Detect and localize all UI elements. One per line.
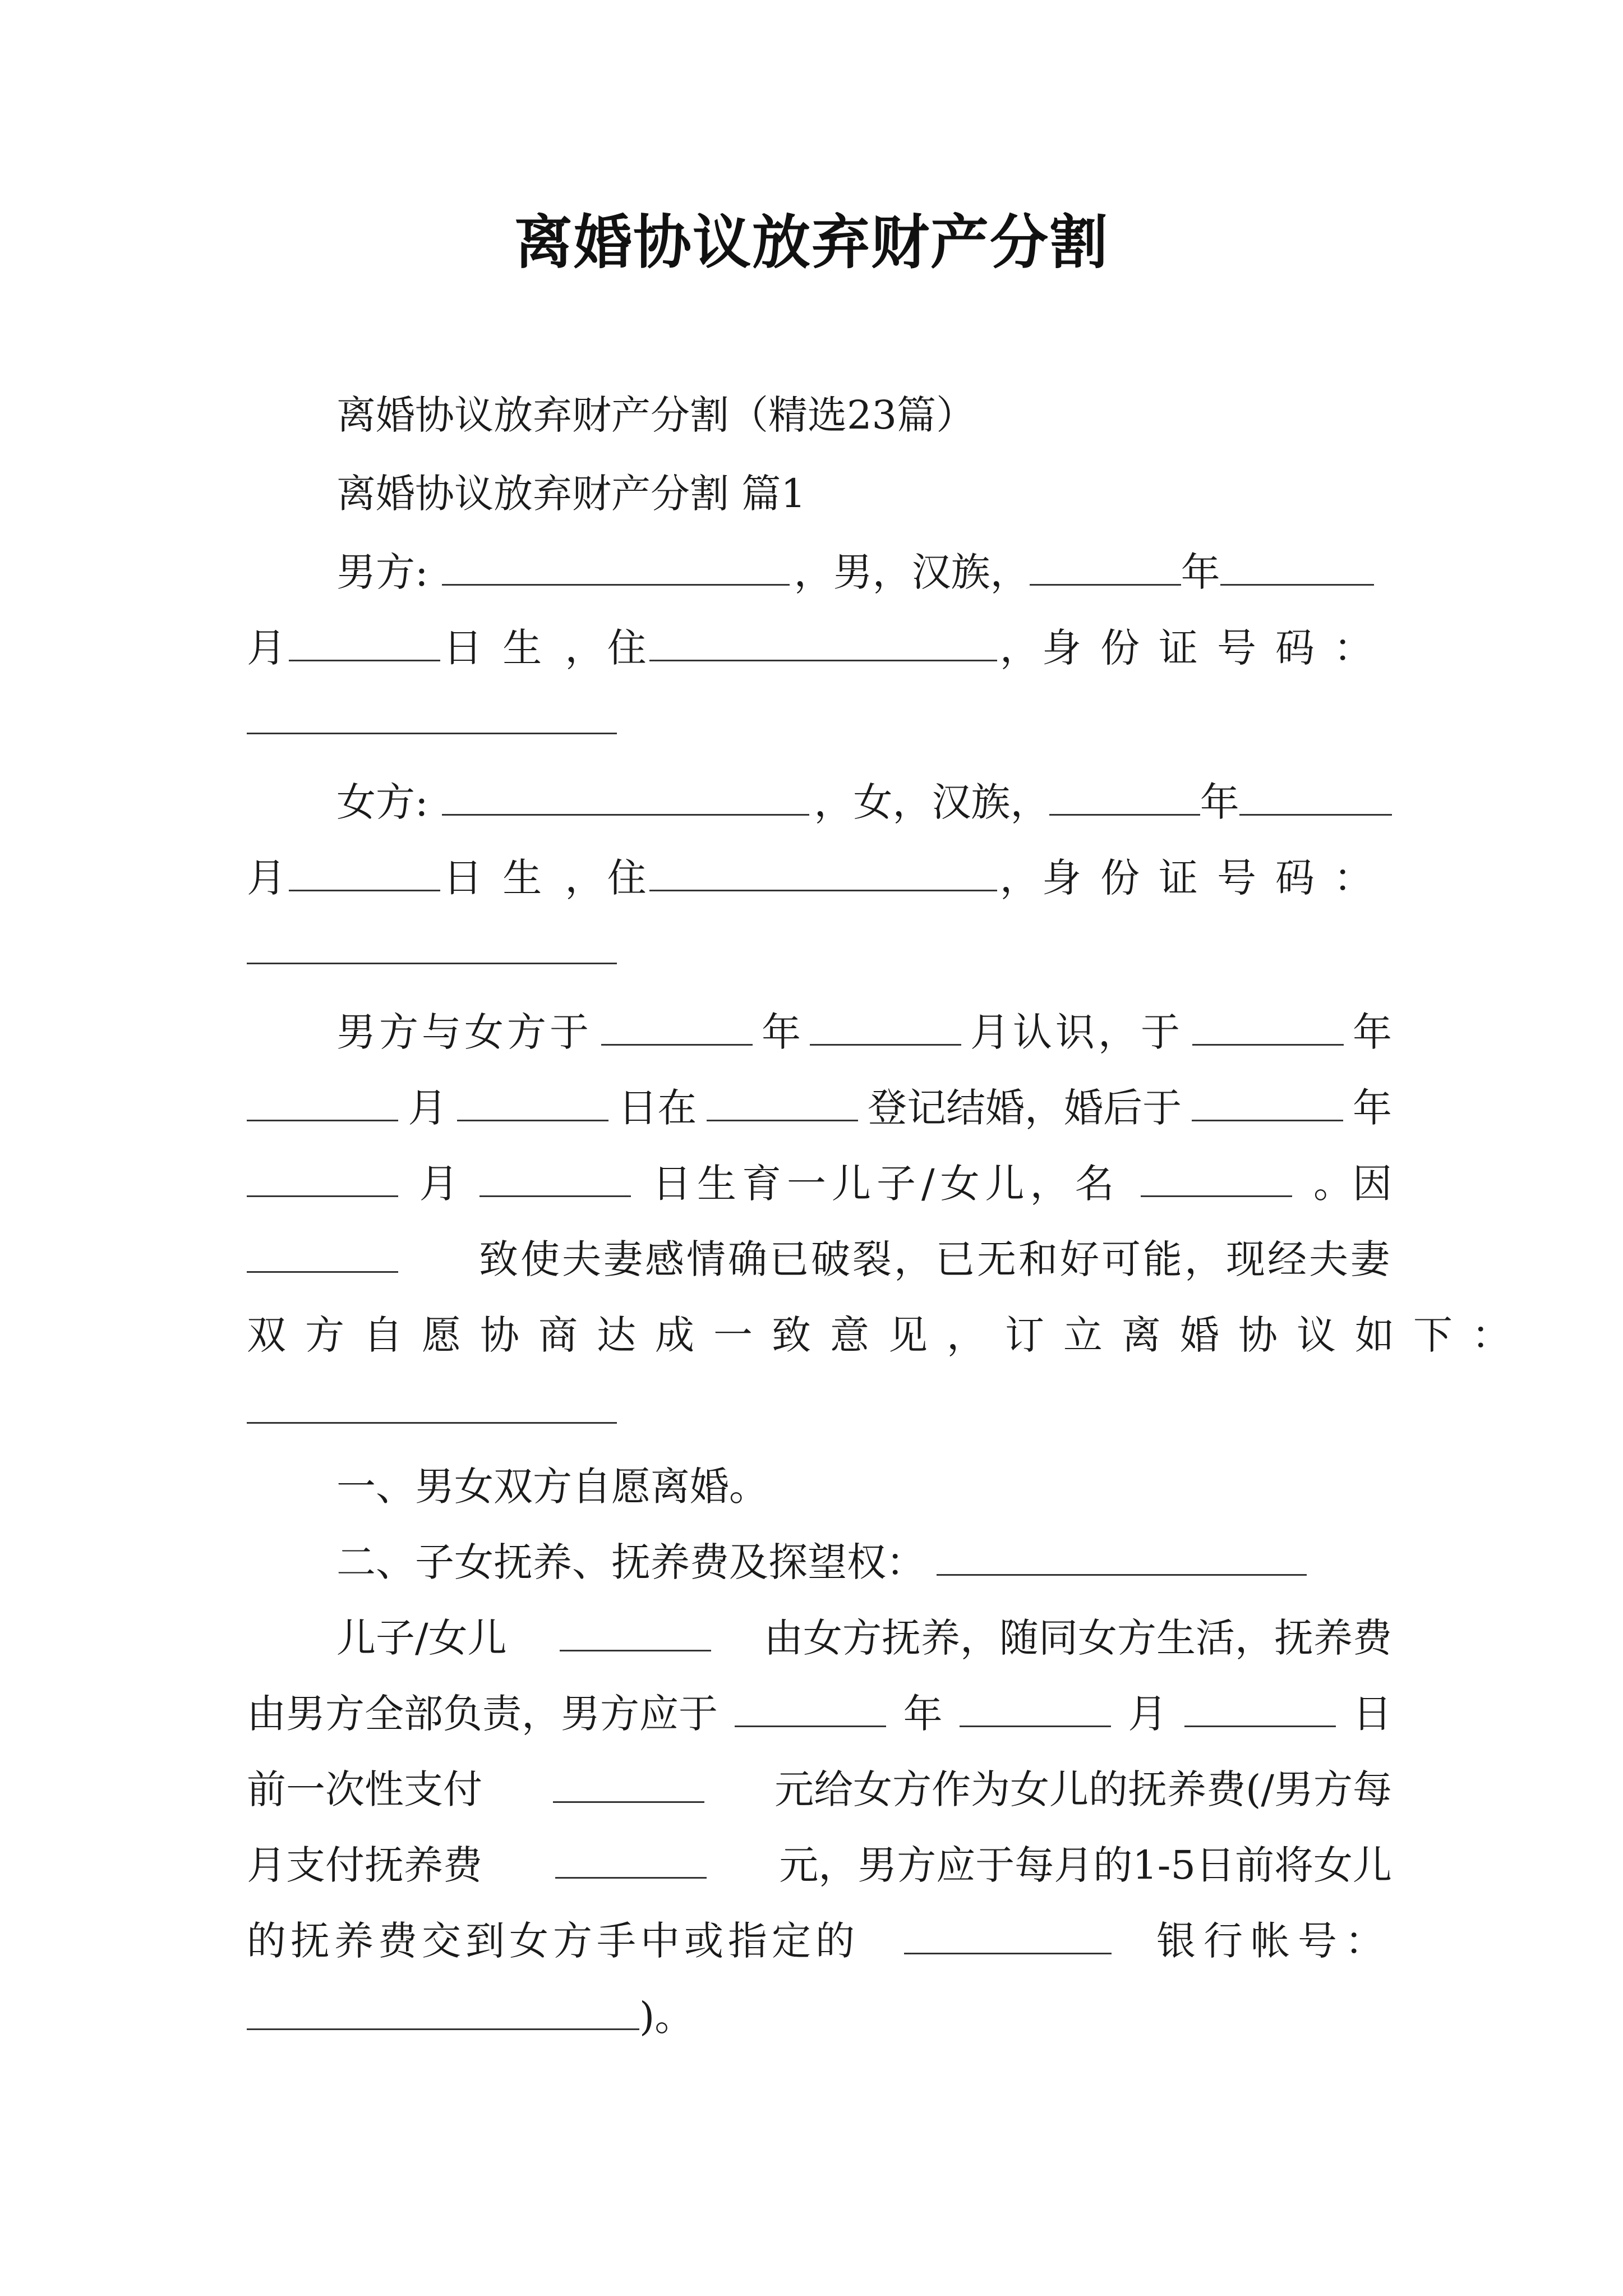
- male-birth-year-blank: [1030, 547, 1181, 586]
- reg-year-blank: [1192, 1007, 1344, 1046]
- birth-month-label: 月: [419, 1161, 459, 1207]
- female-name-blank: [442, 777, 810, 816]
- reg-year-label: 年: [1353, 1009, 1392, 1055]
- intro-line-5: [247, 1307, 1530, 1363]
- birth-day-blank: [479, 1158, 631, 1197]
- bank-account-blank: [247, 1991, 639, 2030]
- female-birth-year-blank: [1049, 777, 1200, 816]
- female-live-label: 住: [607, 855, 647, 901]
- female-id-blank: [247, 963, 617, 964]
- pay-month-label: 月: [1128, 1691, 1168, 1737]
- male-id-blank: [247, 733, 617, 734]
- custody-child: 儿子/女儿: [336, 1615, 507, 1661]
- lump-sum-blank: [553, 1764, 704, 1803]
- reg-marriage-label: 登记结婚，婚后于: [868, 1085, 1182, 1131]
- custody-deliver: 的抚养费交到女方手中或指定的: [247, 1918, 859, 1964]
- agree-text: 双方自愿协商达成一致意见，订立离婚协议如下：: [247, 1312, 1530, 1358]
- birth-year-label: 年: [1352, 1085, 1392, 1131]
- reg-month-blank: [247, 1083, 398, 1121]
- monthly-sum-blank: [555, 1840, 707, 1879]
- male-birth-day-blank: [289, 623, 440, 661]
- custody-monthly: 月支付抚养费: [247, 1842, 482, 1888]
- male-id-label: 身份证号码：: [1041, 625, 1392, 671]
- pay-year-blank: [735, 1688, 886, 1727]
- clause-2-line: [336, 1534, 1307, 1590]
- clause-1: 一、男女双方自愿离婚。: [336, 1464, 768, 1510]
- female-born-label: 日生: [443, 855, 562, 901]
- section-heading: 离婚协议放弃财产分割 篇1: [336, 471, 806, 517]
- intro-line-3: [247, 1156, 1392, 1212]
- custody-line-6: [247, 1989, 694, 2045]
- custody-line-2: [247, 1686, 1392, 1742]
- male-sex: 男: [833, 549, 873, 595]
- male-born-label: 日生: [443, 625, 562, 671]
- custody-raised-by: 由女方抚养，随同女方生活，抚养费: [764, 1615, 1392, 1661]
- birth-day-label: 日生育一儿子/女儿，名: [652, 1161, 1120, 1207]
- custody-bank-account: 银行帐号：: [1156, 1918, 1392, 1964]
- male-address-blank: [649, 623, 997, 661]
- male-line-2: 月 日生 ， 住 ， 身份证号码：: [247, 620, 1392, 676]
- male-month-label: 月: [247, 625, 286, 671]
- meet-month-label: 月认识，于: [970, 1009, 1183, 1055]
- pay-day-label: 日: [1352, 1691, 1392, 1737]
- clause-2-blank: [937, 1537, 1307, 1576]
- custody-close: )。: [639, 1994, 694, 2040]
- custody-child-name-blank: [560, 1613, 711, 1651]
- subtitle: 离婚协议放弃财产分割（精选23篇）: [336, 392, 976, 438]
- cause-blank: [247, 1234, 398, 1273]
- intro-line-1: [336, 1004, 1392, 1060]
- male-label: 男方:: [336, 549, 428, 595]
- male-ethnicity: 汉族: [911, 549, 990, 595]
- birth-month-blank: [247, 1158, 398, 1197]
- pay-month-blank: [960, 1688, 1111, 1727]
- female-line-2: 月 日生 ， 住 ， 身份证号码：: [247, 850, 1392, 906]
- pay-year-label: 年: [903, 1691, 943, 1737]
- female-birth-month-blank: [1239, 777, 1392, 816]
- bank-name-blank: [904, 1916, 1112, 1954]
- meet-year-blank: [601, 1007, 753, 1046]
- male-line-1: 男方: ， 男 ， 汉族 ， 年: [336, 544, 1392, 600]
- reg-month-label: 月: [408, 1085, 448, 1131]
- cause-label: 。因: [1313, 1161, 1392, 1207]
- female-month-label: 月: [247, 855, 286, 901]
- female-ethnicity: 汉族: [932, 779, 1011, 825]
- male-live-label: 住: [607, 625, 647, 671]
- agree-blank: [247, 1422, 617, 1424]
- male-name-blank: [442, 547, 790, 586]
- custody-line-4: [247, 1837, 1392, 1893]
- female-sex: 女: [853, 779, 893, 825]
- meet-month-blank: [810, 1007, 961, 1046]
- intro-male-female: 男方与女方于: [336, 1009, 592, 1055]
- female-address-blank: [649, 853, 997, 891]
- female-label: 女方:: [336, 779, 428, 825]
- female-id-label: 身份证号码：: [1041, 855, 1392, 901]
- clause-2: 二、子女抚养、抚养费及探望权：: [336, 1539, 925, 1585]
- intro-line-4: [247, 1231, 1392, 1287]
- broken-text: 致使夫妻感情确已破裂，已无和好可能，现经夫妻: [479, 1236, 1392, 1282]
- male-birth-month-blank: [1220, 547, 1374, 586]
- pay-day-blank: [1184, 1688, 1336, 1727]
- female-year-label: 年: [1200, 779, 1239, 825]
- custody-line-5: [247, 1913, 1392, 1969]
- female-line-1: 女方: ， 女 ， 汉族 ， 年: [336, 774, 1392, 830]
- female-birth-day-blank: [289, 853, 440, 891]
- document-title: 离婚协议放弃财产分割: [514, 208, 1109, 277]
- reg-day-blank: [457, 1083, 608, 1121]
- custody-yuan-monthly: 元，男方应于每月的1-5日前将女儿: [779, 1842, 1392, 1888]
- male-year-label: 年: [1181, 549, 1220, 595]
- birth-year-blank: [1192, 1083, 1343, 1121]
- custody-before-once: 前一次性支付: [247, 1766, 482, 1812]
- meet-year-label: 年: [762, 1009, 801, 1055]
- custody-male-pays: 由男方全部负责，男方应于: [247, 1691, 718, 1737]
- custody-line-1: [336, 1610, 1392, 1666]
- intro-line-2: [247, 1080, 1392, 1136]
- custody-yuan-female: 元给女方作为女儿的抚养费(/男方每: [774, 1766, 1392, 1812]
- child-name-blank: [1141, 1158, 1292, 1197]
- reg-day-label: 日在: [618, 1085, 697, 1131]
- reg-place-blank: [707, 1083, 858, 1121]
- custody-line-3: [247, 1761, 1392, 1818]
